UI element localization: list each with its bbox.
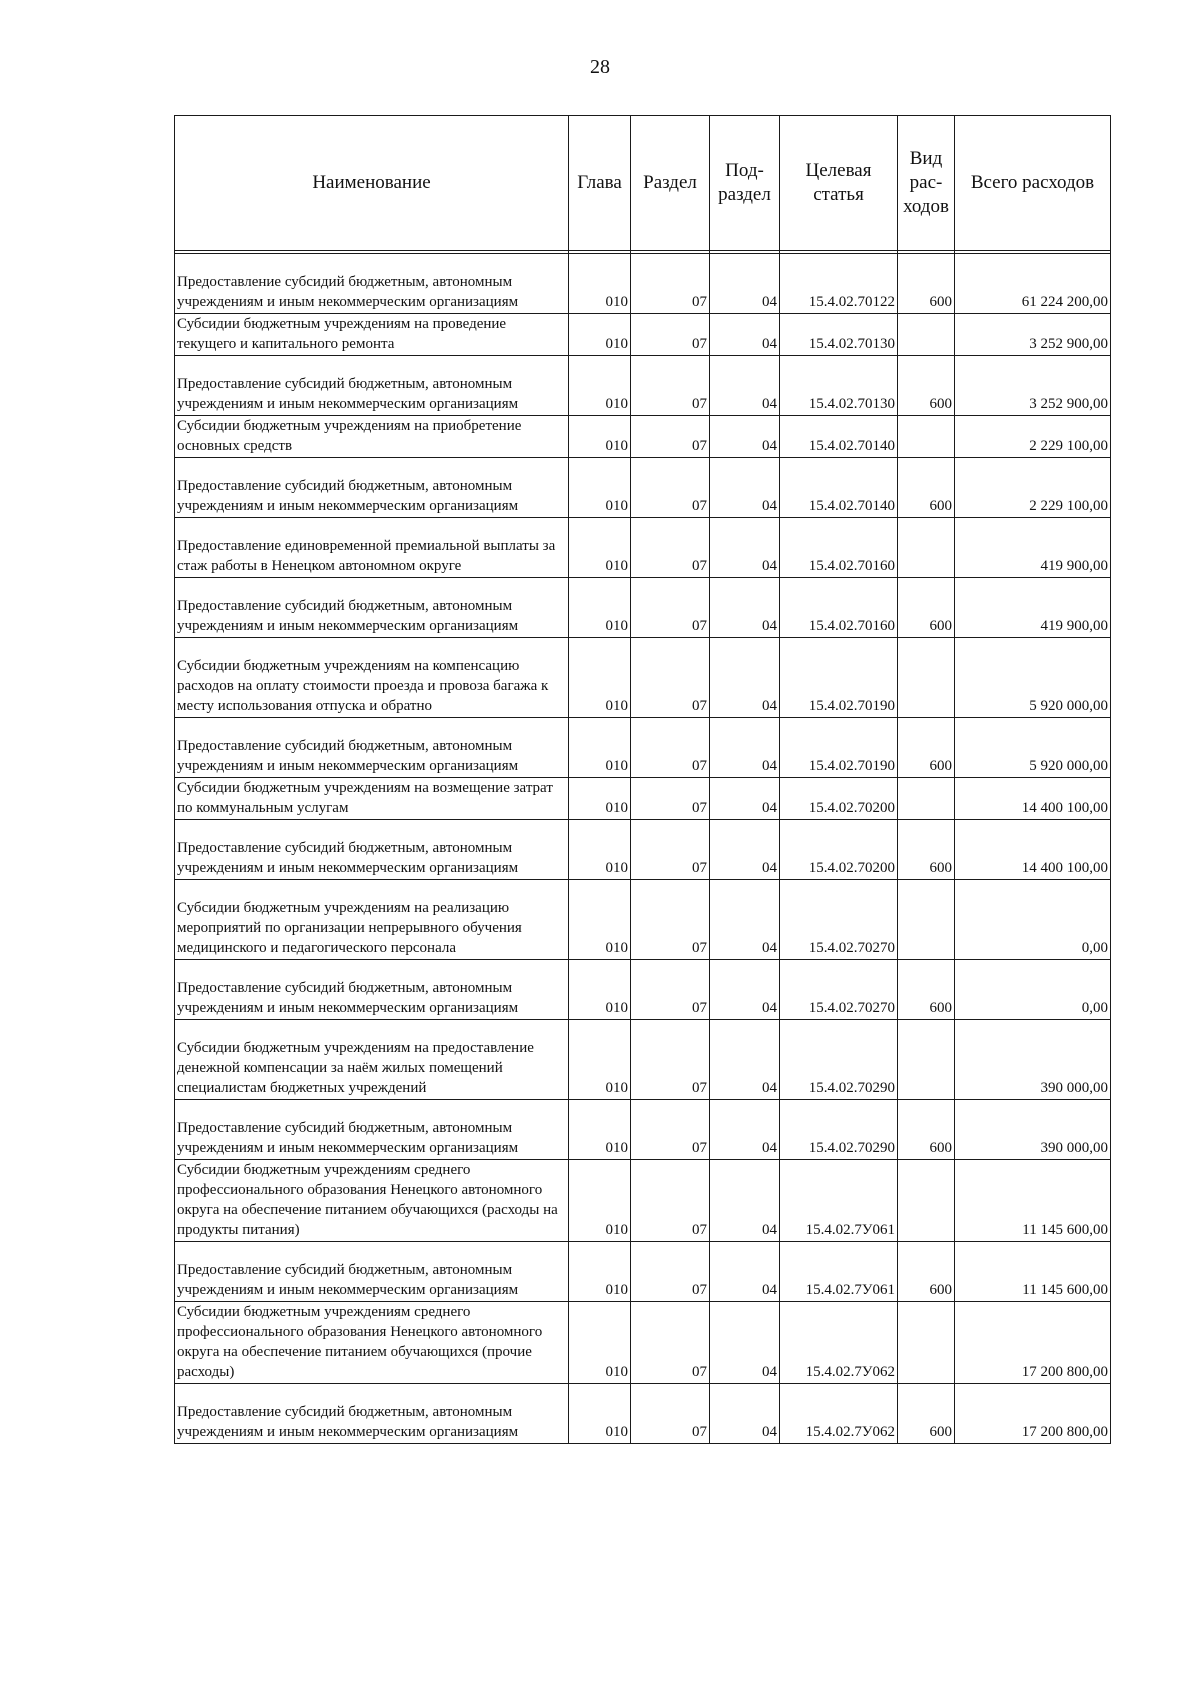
cell-total: 390 000,00 — [955, 1020, 1111, 1100]
cell-statya: 15.4.02.70190 — [780, 638, 898, 718]
cell-total: 3 252 900,00 — [955, 314, 1111, 356]
cell-vid: 600 — [898, 1100, 955, 1160]
cell-statya: 15.4.02.70122 — [780, 254, 898, 314]
cell-glava: 010 — [569, 1100, 631, 1160]
cell-name: Предоставление субсидий бюджетным, автономным учреждениям и иным некоммерческим организациям — [175, 1100, 569, 1160]
cell-razdel: 07 — [631, 1100, 710, 1160]
cell-statya: 15.4.02.70290 — [780, 1020, 898, 1100]
cell-vid: 600 — [898, 458, 955, 518]
cell-total: 17 200 800,00 — [955, 1384, 1111, 1444]
cell-vid: 600 — [898, 960, 955, 1020]
header-vid: Вид рас- ходов — [898, 116, 955, 251]
table-header-row — [175, 116, 1111, 251]
table-row — [175, 314, 1111, 356]
cell-razdel: 07 — [631, 638, 710, 718]
cell-statya: 15.4.02.7У062 — [780, 1302, 898, 1384]
cell-statya: 15.4.02.7У062 — [780, 1384, 898, 1444]
cell-glava: 010 — [569, 880, 631, 960]
cell-glava: 010 — [569, 458, 631, 518]
cell-podrazdel: 04 — [710, 416, 780, 458]
cell-statya: 15.4.02.70160 — [780, 518, 898, 578]
cell-glava: 010 — [569, 638, 631, 718]
table-row — [175, 1302, 1111, 1384]
cell-podrazdel: 04 — [710, 1020, 780, 1100]
table-row — [175, 578, 1111, 638]
cell-vid — [898, 518, 955, 578]
cell-glava: 010 — [569, 960, 631, 1020]
cell-razdel: 07 — [631, 960, 710, 1020]
table-row — [175, 518, 1111, 578]
cell-vid — [898, 1020, 955, 1100]
cell-total: 11 145 600,00 — [955, 1242, 1111, 1302]
cell-podrazdel: 04 — [710, 518, 780, 578]
cell-razdel: 07 — [631, 458, 710, 518]
cell-podrazdel: 04 — [710, 578, 780, 638]
cell-statya: 15.4.02.70140 — [780, 458, 898, 518]
cell-total: 0,00 — [955, 960, 1111, 1020]
table-row — [175, 254, 1111, 314]
table-row — [175, 1020, 1111, 1100]
cell-statya: 15.4.02.7У061 — [780, 1242, 898, 1302]
cell-razdel: 07 — [631, 254, 710, 314]
cell-total: 5 920 000,00 — [955, 638, 1111, 718]
cell-statya: 15.4.02.70270 — [780, 880, 898, 960]
cell-vid: 600 — [898, 578, 955, 638]
table-row — [175, 1242, 1111, 1302]
cell-name: Субсидии бюджетным учреждениям на приобретение основных средств — [175, 416, 569, 458]
table-row — [175, 820, 1111, 880]
cell-name: Субсидии бюджетным учреждениям среднего профессионального образования Ненецкого автономного округа на обеспечение питанием обучающихся (прочие расходы) — [175, 1302, 569, 1384]
cell-podrazdel: 04 — [710, 960, 780, 1020]
table-row — [175, 356, 1111, 416]
cell-total: 390 000,00 — [955, 1100, 1111, 1160]
header-razdel: Раздел — [631, 116, 710, 251]
cell-total: 5 920 000,00 — [955, 718, 1111, 778]
cell-razdel: 07 — [631, 1384, 710, 1444]
cell-razdel: 07 — [631, 416, 710, 458]
cell-podrazdel: 04 — [710, 458, 780, 518]
cell-statya: 15.4.02.70160 — [780, 578, 898, 638]
cell-podrazdel: 04 — [710, 820, 780, 880]
cell-glava: 010 — [569, 254, 631, 314]
cell-vid: 600 — [898, 718, 955, 778]
cell-razdel: 07 — [631, 518, 710, 578]
cell-name: Субсидии бюджетным учреждениям на предоставление денежной компенсации за наём жилых помещений специалистам бюджетных учреждений — [175, 1020, 569, 1100]
cell-total: 17 200 800,00 — [955, 1302, 1111, 1384]
cell-name: Предоставление субсидий бюджетным, автономным учреждениям и иным некоммерческим организациям — [175, 458, 569, 518]
cell-name: Субсидии бюджетным учреждениям на возмещение затрат по коммунальным услугам — [175, 778, 569, 820]
cell-statya: 15.4.02.70130 — [780, 314, 898, 356]
cell-statya: 15.4.02.70290 — [780, 1100, 898, 1160]
cell-statya: 15.4.02.70190 — [780, 718, 898, 778]
cell-name: Субсидии бюджетным учреждениям на реализацию мероприятий по организации непрерывного обучения медицинского и педагогического персонала — [175, 880, 569, 960]
table-row — [175, 1100, 1111, 1160]
cell-name: Предоставление субсидий бюджетным, автономным учреждениям и иным некоммерческим организациям — [175, 1242, 569, 1302]
cell-glava: 010 — [569, 718, 631, 778]
cell-vid — [898, 638, 955, 718]
cell-name: Субсидии бюджетным учреждениям на компенсацию расходов на оплату стоимости проезда и провоза багажа к месту использования отпуска и обратно — [175, 638, 569, 718]
cell-razdel: 07 — [631, 314, 710, 356]
cell-razdel: 07 — [631, 1242, 710, 1302]
cell-total: 419 900,00 — [955, 578, 1111, 638]
cell-total: 3 252 900,00 — [955, 356, 1111, 416]
cell-podrazdel: 04 — [710, 314, 780, 356]
cell-podrazdel: 04 — [710, 1100, 780, 1160]
cell-glava: 010 — [569, 1242, 631, 1302]
table-row — [175, 416, 1111, 458]
table-row — [175, 778, 1111, 820]
cell-podrazdel: 04 — [710, 254, 780, 314]
cell-vid: 600 — [898, 1384, 955, 1444]
cell-name: Предоставление субсидий бюджетным, автономным учреждениям и иным некоммерческим организациям — [175, 1384, 569, 1444]
cell-name: Предоставление субсидий бюджетным, автономным учреждениям и иным некоммерческим организациям — [175, 578, 569, 638]
cell-vid — [898, 880, 955, 960]
table-row — [175, 718, 1111, 778]
table-body — [175, 254, 1111, 1444]
cell-total: 14 400 100,00 — [955, 778, 1111, 820]
cell-podrazdel: 04 — [710, 718, 780, 778]
cell-glava: 010 — [569, 518, 631, 578]
cell-podrazdel: 04 — [710, 1302, 780, 1384]
header-name: Наименование — [175, 116, 569, 251]
cell-podrazdel: 04 — [710, 1242, 780, 1302]
cell-razdel: 07 — [631, 880, 710, 960]
cell-glava: 010 — [569, 1302, 631, 1384]
table-row — [175, 1384, 1111, 1444]
cell-vid: 600 — [898, 254, 955, 314]
table-row — [175, 458, 1111, 518]
cell-glava: 010 — [569, 314, 631, 356]
header-statya: Целевая статья — [780, 116, 898, 251]
cell-statya: 15.4.02.70140 — [780, 416, 898, 458]
cell-name: Предоставление субсидий бюджетным, автономным учреждениям и иным некоммерческим организациям — [175, 718, 569, 778]
cell-name: Субсидии бюджетным учреждениям среднего профессионального образования Ненецкого автономного округа на обеспечение питанием обучающихся (расходы на продукты питания) — [175, 1160, 569, 1242]
cell-podrazdel: 04 — [710, 638, 780, 718]
cell-razdel: 07 — [631, 1020, 710, 1100]
cell-glava: 010 — [569, 820, 631, 880]
cell-razdel: 07 — [631, 578, 710, 638]
cell-total: 14 400 100,00 — [955, 820, 1111, 880]
cell-total: 2 229 100,00 — [955, 458, 1111, 518]
cell-glava: 010 — [569, 778, 631, 820]
cell-razdel: 07 — [631, 356, 710, 416]
cell-name: Предоставление субсидий бюджетным, автономным учреждениям и иным некоммерческим организациям — [175, 820, 569, 880]
cell-podrazdel: 04 — [710, 1384, 780, 1444]
cell-name: Предоставление субсидий бюджетным, автономным учреждениям и иным некоммерческим организациям — [175, 254, 569, 314]
cell-statya: 15.4.02.70200 — [780, 820, 898, 880]
cell-glava: 010 — [569, 578, 631, 638]
cell-glava: 010 — [569, 356, 631, 416]
cell-statya: 15.4.02.70270 — [780, 960, 898, 1020]
cell-podrazdel: 04 — [710, 356, 780, 416]
cell-podrazdel: 04 — [710, 880, 780, 960]
cell-statya: 15.4.02.70200 — [780, 778, 898, 820]
cell-vid — [898, 416, 955, 458]
header-glava: Глава — [569, 116, 631, 251]
cell-razdel: 07 — [631, 778, 710, 820]
cell-glava: 010 — [569, 1384, 631, 1444]
cell-razdel: 07 — [631, 820, 710, 880]
header-total: Всего расходов — [955, 116, 1111, 251]
cell-vid — [898, 1160, 955, 1242]
table-row — [175, 638, 1111, 718]
cell-statya: 15.4.02.70130 — [780, 356, 898, 416]
page-number: 28 — [590, 56, 610, 78]
cell-vid — [898, 1302, 955, 1384]
cell-total: 2 229 100,00 — [955, 416, 1111, 458]
cell-razdel: 07 — [631, 1302, 710, 1384]
cell-statya: 15.4.02.7У061 — [780, 1160, 898, 1242]
cell-podrazdel: 04 — [710, 778, 780, 820]
cell-glava: 010 — [569, 1020, 631, 1100]
cell-vid: 600 — [898, 820, 955, 880]
cell-total: 419 900,00 — [955, 518, 1111, 578]
cell-name: Предоставление единовременной премиальной выплаты за стаж работы в Ненецком автономном округе — [175, 518, 569, 578]
cell-name: Субсидии бюджетным учреждениям на проведение текущего и капитального ремонта — [175, 314, 569, 356]
cell-podrazdel: 04 — [710, 1160, 780, 1242]
cell-vid: 600 — [898, 356, 955, 416]
cell-name: Предоставление субсидий бюджетным, автономным учреждениям и иным некоммерческим организациям — [175, 356, 569, 416]
budget-table — [174, 115, 1111, 1444]
cell-glava: 010 — [569, 1160, 631, 1242]
cell-total: 0,00 — [955, 880, 1111, 960]
cell-vid — [898, 314, 955, 356]
cell-razdel: 07 — [631, 1160, 710, 1242]
table-row — [175, 1160, 1111, 1242]
cell-name: Предоставление субсидий бюджетным, автономным учреждениям и иным некоммерческим организациям — [175, 960, 569, 1020]
cell-total: 61 224 200,00 — [955, 254, 1111, 314]
cell-total: 11 145 600,00 — [955, 1160, 1111, 1242]
cell-vid: 600 — [898, 1242, 955, 1302]
cell-glava: 010 — [569, 416, 631, 458]
header-podrazdel: Под- раздел — [710, 116, 780, 251]
cell-razdel: 07 — [631, 718, 710, 778]
cell-vid — [898, 778, 955, 820]
table-row — [175, 960, 1111, 1020]
table-row — [175, 880, 1111, 960]
